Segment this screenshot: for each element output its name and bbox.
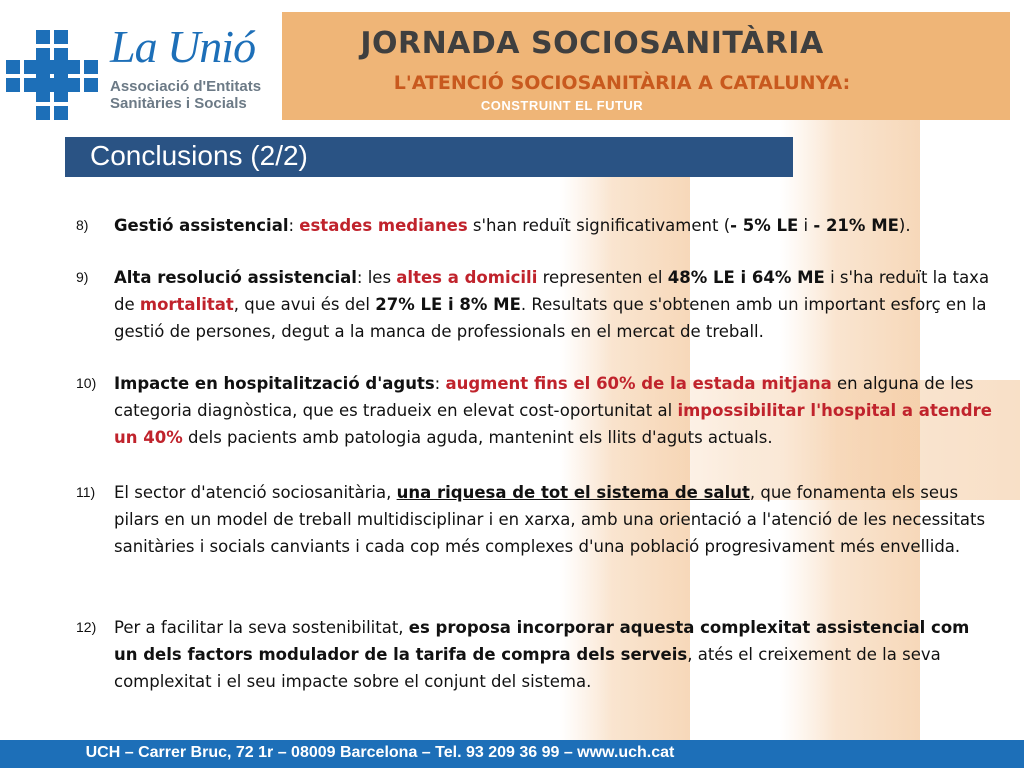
item-text — [114, 479, 994, 560]
logo-name: La Unió — [110, 21, 256, 72]
event-title: JORNADA SOCIOSANITÀRIA — [360, 26, 824, 61]
event-banner — [282, 12, 1010, 120]
item-text-segment: - 21% ME — [813, 216, 899, 235]
item-text — [114, 370, 994, 451]
item-number: 10) — [76, 375, 97, 391]
item-number: 9) — [76, 269, 89, 285]
item-text-segment: : — [288, 216, 300, 235]
item-text-segment: , que fonamenta els seus pilars en un model de treball multidisciplinar i en xarxa, amb una orientació a l'atenció de les necessitats sanitàries i socials canviants i cada cop més complexes d'una població progresivament més envellida. — [114, 483, 986, 556]
item-text-segment: : les — [356, 268, 397, 287]
item-text-segment: Per a facilitar la seva sostenibilitat, — [114, 618, 409, 637]
event-subtitle: L'ATENCIÓ SOCIOSANITÀRIA A CATALUNYA: — [393, 72, 851, 94]
logo-subtitle — [110, 78, 280, 112]
item-text-segment: mortalitat — [139, 295, 234, 314]
conclusion-item-11 — [76, 479, 996, 560]
item-text-segment: , que avui és del — [233, 295, 376, 314]
item-text-segment: augment fins el 60% de la estada mitjana — [445, 374, 832, 393]
item-text-segment: - 5% LE — [730, 216, 799, 235]
item-text-segment: es proposa incorporar aquesta complexitat assistencial com un dels factors modulador de la tarifa de compra dels serveis — [114, 618, 970, 664]
item-text-segment: . Resultats que s'obtenen amb un important esforç en la gestió de persones, degut a la manca de professionals en el mercat de treball. — [114, 295, 987, 341]
conclusion-item-12 — [76, 614, 996, 695]
uch-cross-logo-icon — [6, 30, 98, 120]
item-text-segment: ). — [898, 216, 911, 235]
item-text-segment: s'han reduït significativament ( — [467, 216, 731, 235]
conclusion-item-8 — [76, 212, 996, 239]
event-tagline: CONSTRUINT EL FUTUR — [480, 98, 644, 113]
la-unio-logo — [6, 22, 276, 122]
item-text-segment: Gestió assistencial — [114, 216, 289, 235]
footer-bar — [0, 740, 1024, 768]
item-text-segment: una riquesa de tot el sistema de salut — [396, 483, 750, 502]
item-text — [114, 264, 994, 345]
logo-subtitle-line-1: Associació d'Entitats — [110, 78, 262, 95]
item-number: 12) — [76, 619, 97, 635]
item-text-segment: El sector d'atenció sociosanitària, — [114, 483, 397, 502]
slide-title-bar — [65, 137, 793, 177]
item-text-segment: altes a domicili — [396, 268, 538, 287]
item-text-segment: 27% LE i 8% ME — [375, 295, 521, 314]
item-text-segment: Alta resolució assistencial — [114, 268, 357, 287]
item-text-segment: : — [434, 374, 446, 393]
item-text-segment: dels pacients amb patologia aguda, mantenint els llits d'aguts actuals. — [182, 428, 773, 447]
item-text-segment: en alguna de les categoria diagnòstica, que es tradueix en elevat cost-oportunitat al — [114, 374, 974, 420]
footer-contact: UCH – Carrer Bruc, 72 1r – 08009 Barcelona – Tel. 93 209 36 99 – www.uch.cat — [85, 744, 675, 761]
item-number: 11) — [76, 484, 96, 500]
item-text-segment: representen el — [537, 268, 668, 287]
item-text — [114, 614, 994, 695]
item-text-segment: estades medianes — [299, 216, 468, 235]
item-text-segment: , atés el creixement de la seva complexitat i el seu impacte sobre el conjunt del sistema. — [114, 645, 941, 691]
slide-title: Conclusions (2/2) — [90, 140, 308, 171]
item-number: 8) — [76, 217, 89, 233]
conclusion-item-9 — [76, 264, 996, 345]
item-text-segment: i — [798, 216, 814, 235]
item-text — [114, 212, 994, 239]
logo-subtitle-line-2: Sanitàries i Socials — [110, 95, 247, 112]
item-text-segment: 48% LE i 64% ME — [667, 268, 825, 287]
item-text-segment: i s'ha reduït la taxa de — [114, 268, 990, 314]
conclusion-item-10 — [76, 370, 996, 451]
item-text-segment: Impacte en hospitalització d'aguts — [114, 374, 435, 393]
item-text-segment: impossibilitar l'hospital a atendre un 40% — [114, 401, 992, 447]
